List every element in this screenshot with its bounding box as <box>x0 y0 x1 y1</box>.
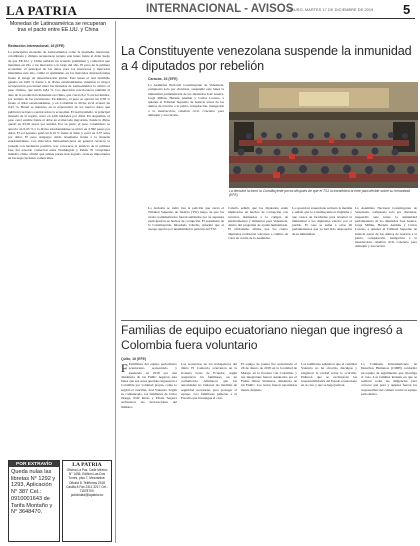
article-1-left-margin <box>121 79 145 315</box>
article-1-column-1: La Asamblea Nacional Constituyente de Venezuela, compuesta solo por chavistas, suspendió este lunes la inmunidad parlamentaria de los diputados José Guerra, Jorge Millán, Hernán Alemán y Carlos Lozano, a quienes el Tribunal Supremo de Justicia acusa de los delitos de traición a la patria, conspiración, instigación a la insurrección, rebelión civil, concierto para delinquir y asociación. <box>148 83 224 117</box>
article-2-column-2: Los secuestros de los trabajadores del diario El Comercio ocurrieron en la frontera norte de Ecuador, según aseguraron los familiares, en un comunicado. Afirmaron que las autoridades no tomaron las medidas de seguridad necesarias para proteger al equipo. Los familiares pidieron a la Fiscalía que investigue el caso. <box>181 362 237 400</box>
notice-box-la-patria <box>62 460 112 542</box>
article-1-credit: Caracas, 16 (EFE) <box>148 77 178 81</box>
article-1-column-4: La Asamblea Nacional Constituyente de Venezuela, compuesta solo por chavistas, suspendió este lunes la inmunidad parlamentaria de los diputados José Guerra, Jorge Millán, Hernán Alemán y Carlos Lozano, a quienes el Tribunal Supremo de Justicia acusa de los delitos de traición a la patria, conspiración, instigación a la insurrección, rebelión civil, concierto para delinquir y asociación. <box>355 206 417 249</box>
column-divider <box>115 21 116 543</box>
notice-title: POR EXTRAVÍO <box>9 461 59 467</box>
article-2-column-3: El equipo de prensa fue secuestrado el 26 de marzo de 2018 en la localidad de Mataje, en la frontera con Colombia, y sus integrantes fueron asesinados por el Frente Oliver Sinisterra, disidencia de las FARC. Los restos fueron repatriados meses después. <box>241 362 297 392</box>
notice-box-extravio <box>8 460 60 542</box>
article-2-column-1: F Familiares del equipo periodístico ecuatoriano secuestrado y asesinado en 2018 por una disidencia de las FARC negaron este lunes que sus seres queridos ingresaran a Colombia por voluntad propia, como lo sugirió el canciller, José Valencia. Según su comunicado, los familiares de Javier Ortega, Paúl Rivas y Efraín Segarra rechazaron las declaraciones del ministro. <box>121 362 177 409</box>
assembly-photo <box>229 82 418 188</box>
article-1-headline: La Constituyente venezolana suspende la inmunidad a 4 diputados por rebelión <box>121 44 412 73</box>
page-number: 5 <box>403 2 411 17</box>
article-2-credit: Quito, 16 (EFE) <box>121 357 147 361</box>
masthead <box>6 2 416 18</box>
notice-body: Queda nulas las libretas N° 1292 y 1293, Aplicación N° 387 Cel.: 0910001643 de Tarifa Montaño y N° 3648470. <box>11 469 56 516</box>
sidebar-credit: Redacción Internacional, 16 (EFE) <box>8 44 65 48</box>
article-2-column-4: Los familiares señalaron que el canciller Valencia no ha ofrecido disculpas y exigieron la verdad sobre lo ocurrido. Pidieron que se esclarezcan las responsabilidades del Estado ecuatoriano en el caso y que se haga justicia. <box>301 362 357 388</box>
article-2-headline: Familias de equipo ecuatoriano niegan que ingresó a Colombia fuera voluntario <box>121 323 403 352</box>
article-1-column-3: La oposición venezolana rechazó la medida y señaló que la Constituyente es ilegítima y que carece de facultades para levantar la inmunidad a los diputados electos por el pueblo. El caso se suma a otros 26 parlamentarios que ya han sido despojados de su inmunidad. <box>292 206 352 236</box>
drop-cap: F <box>121 362 128 375</box>
article-2-column-5: La Comisión Interamericana de Derechos Humanos (CIDH) conformó un equipo de seguimiento que investiga el caso. Las familias insisten en que se realicen todas las diligencias para conocer qué pasó y quiénes fueron los responsables del crimen contra el equipo periodístico. <box>361 362 417 396</box>
section-title: INTERNACIONAL - AVISOS <box>146 3 294 15</box>
office-body: Oficina La Paz. Calle México N° 1456, Edificio Las Dos Torres, piso 7, Mezzanine. Oficina 8. Teléfonos 2318 Casilla 8 Fax 2311 3217 Cel.: 71578700. publicidad@lapatria.bo <box>66 468 108 498</box>
issue-date: ORURO, MARTES 17 DE DICIEMBRE DE 2019 <box>288 8 374 12</box>
paper-name: LA PATRIA <box>6 3 78 18</box>
article-1-column-1-lower: La decisión se tomó tras la petición que cursó el Tribunal Supremo de Justicia (TSJ) luego de que los cuatro parlamentarios fueran señalados por su supuesta participación en hechos de corrupción. El presidente de la Constituyente, Diosdado Cabello, informó que el cuerpo aprobó por unanimidad la petición del TSJ. <box>148 206 224 232</box>
article-1-column-2: Cabello señaló que los diputados están implicados en hechos de corrupción con recursos destinados a la compra de medicamentos y alimentos para Venezuela, dentro del programa de ayuda humanitaria. El oficialismo afirma que los cuatro diputados recibieron sobornos a cambio de votar en contra de la Asamblea. <box>228 206 288 240</box>
photo-caption: La decisión la tomó la Constituyente pocos después de que el TSJ la transfiriera al ente para decidir sobre su inmunidad (EFE) <box>229 189 410 198</box>
sidebar-headline: Monedas de Latinoamérica se recuperan tras el pacto entre EE.UU. y China <box>9 21 107 34</box>
office-title: LA PATRIA <box>72 462 102 468</box>
header-rule <box>6 18 415 19</box>
section-rule <box>121 320 417 321</box>
assembly-photo-image <box>229 82 418 188</box>
sidebar-body: La principales monedas de Latinoamérica como la brasileña, mexicana, colombiana y chilena recuperaron terreno este lunes frente al dólar luego de que EE.UU. y China sellaran un acuerdo preliminar y comercial que mantiene en vilo a los mercados a lo largo del año. El peso de la primera economía, el principal de los datos para los inversores y mercados mundiales este año, calmó el optimismo en los mercados internacionales frente al riesgo de desaceleración global. Este lunes el real brasileño ganaba un 0,69 % frente a la divisa estadounidense, mientras la mayor recuperación porcentual entre las monedas de Latinoamérica la obtuvo el peso chileno, que subió 0,84 %. Los mercados reaccionaron también al dato de la producción industrial en China, que creció 6,2 % en noviembre, por encima de las previsiones. En México, el peso se apreció un 0,38 % frente al dólar estadounidense, y en Colombia la divisa local avanzó un 0,45 %. Brasil se mantuvo en la expectativa de los nuevos datos que publicará su banco central sobre la economía. El real brasileño, la principal moneda de la región, cerró en 4,06 unidades por dólar. En Argentina, el peso cerró estable frente al dólar en el mercado mayorista, donde la divisa quedó en 63,05 pesos por unidad. Por su parte, el peso colombiano se apreció un 0,45 % y la divisa estadounidense se ubicó en 3.390 pesos por dólar. El sol peruano ganó un 0,19 % frente al dólar y cerró en 3,37 soles por dólar. El peso uruguayo subió levemente frente a la moneda estadounidense. Los mercados latinoamericanos en general cerraron la jornada con tendencia positiva, tras conocerse el anuncio de la primera fase del acuerdo comercial entre Washington y Pekín. El viceprimer ministro chino afirmó que ambas partes han logrado avances importantes en las negociaciones comerciales. <box>8 50 110 161</box>
